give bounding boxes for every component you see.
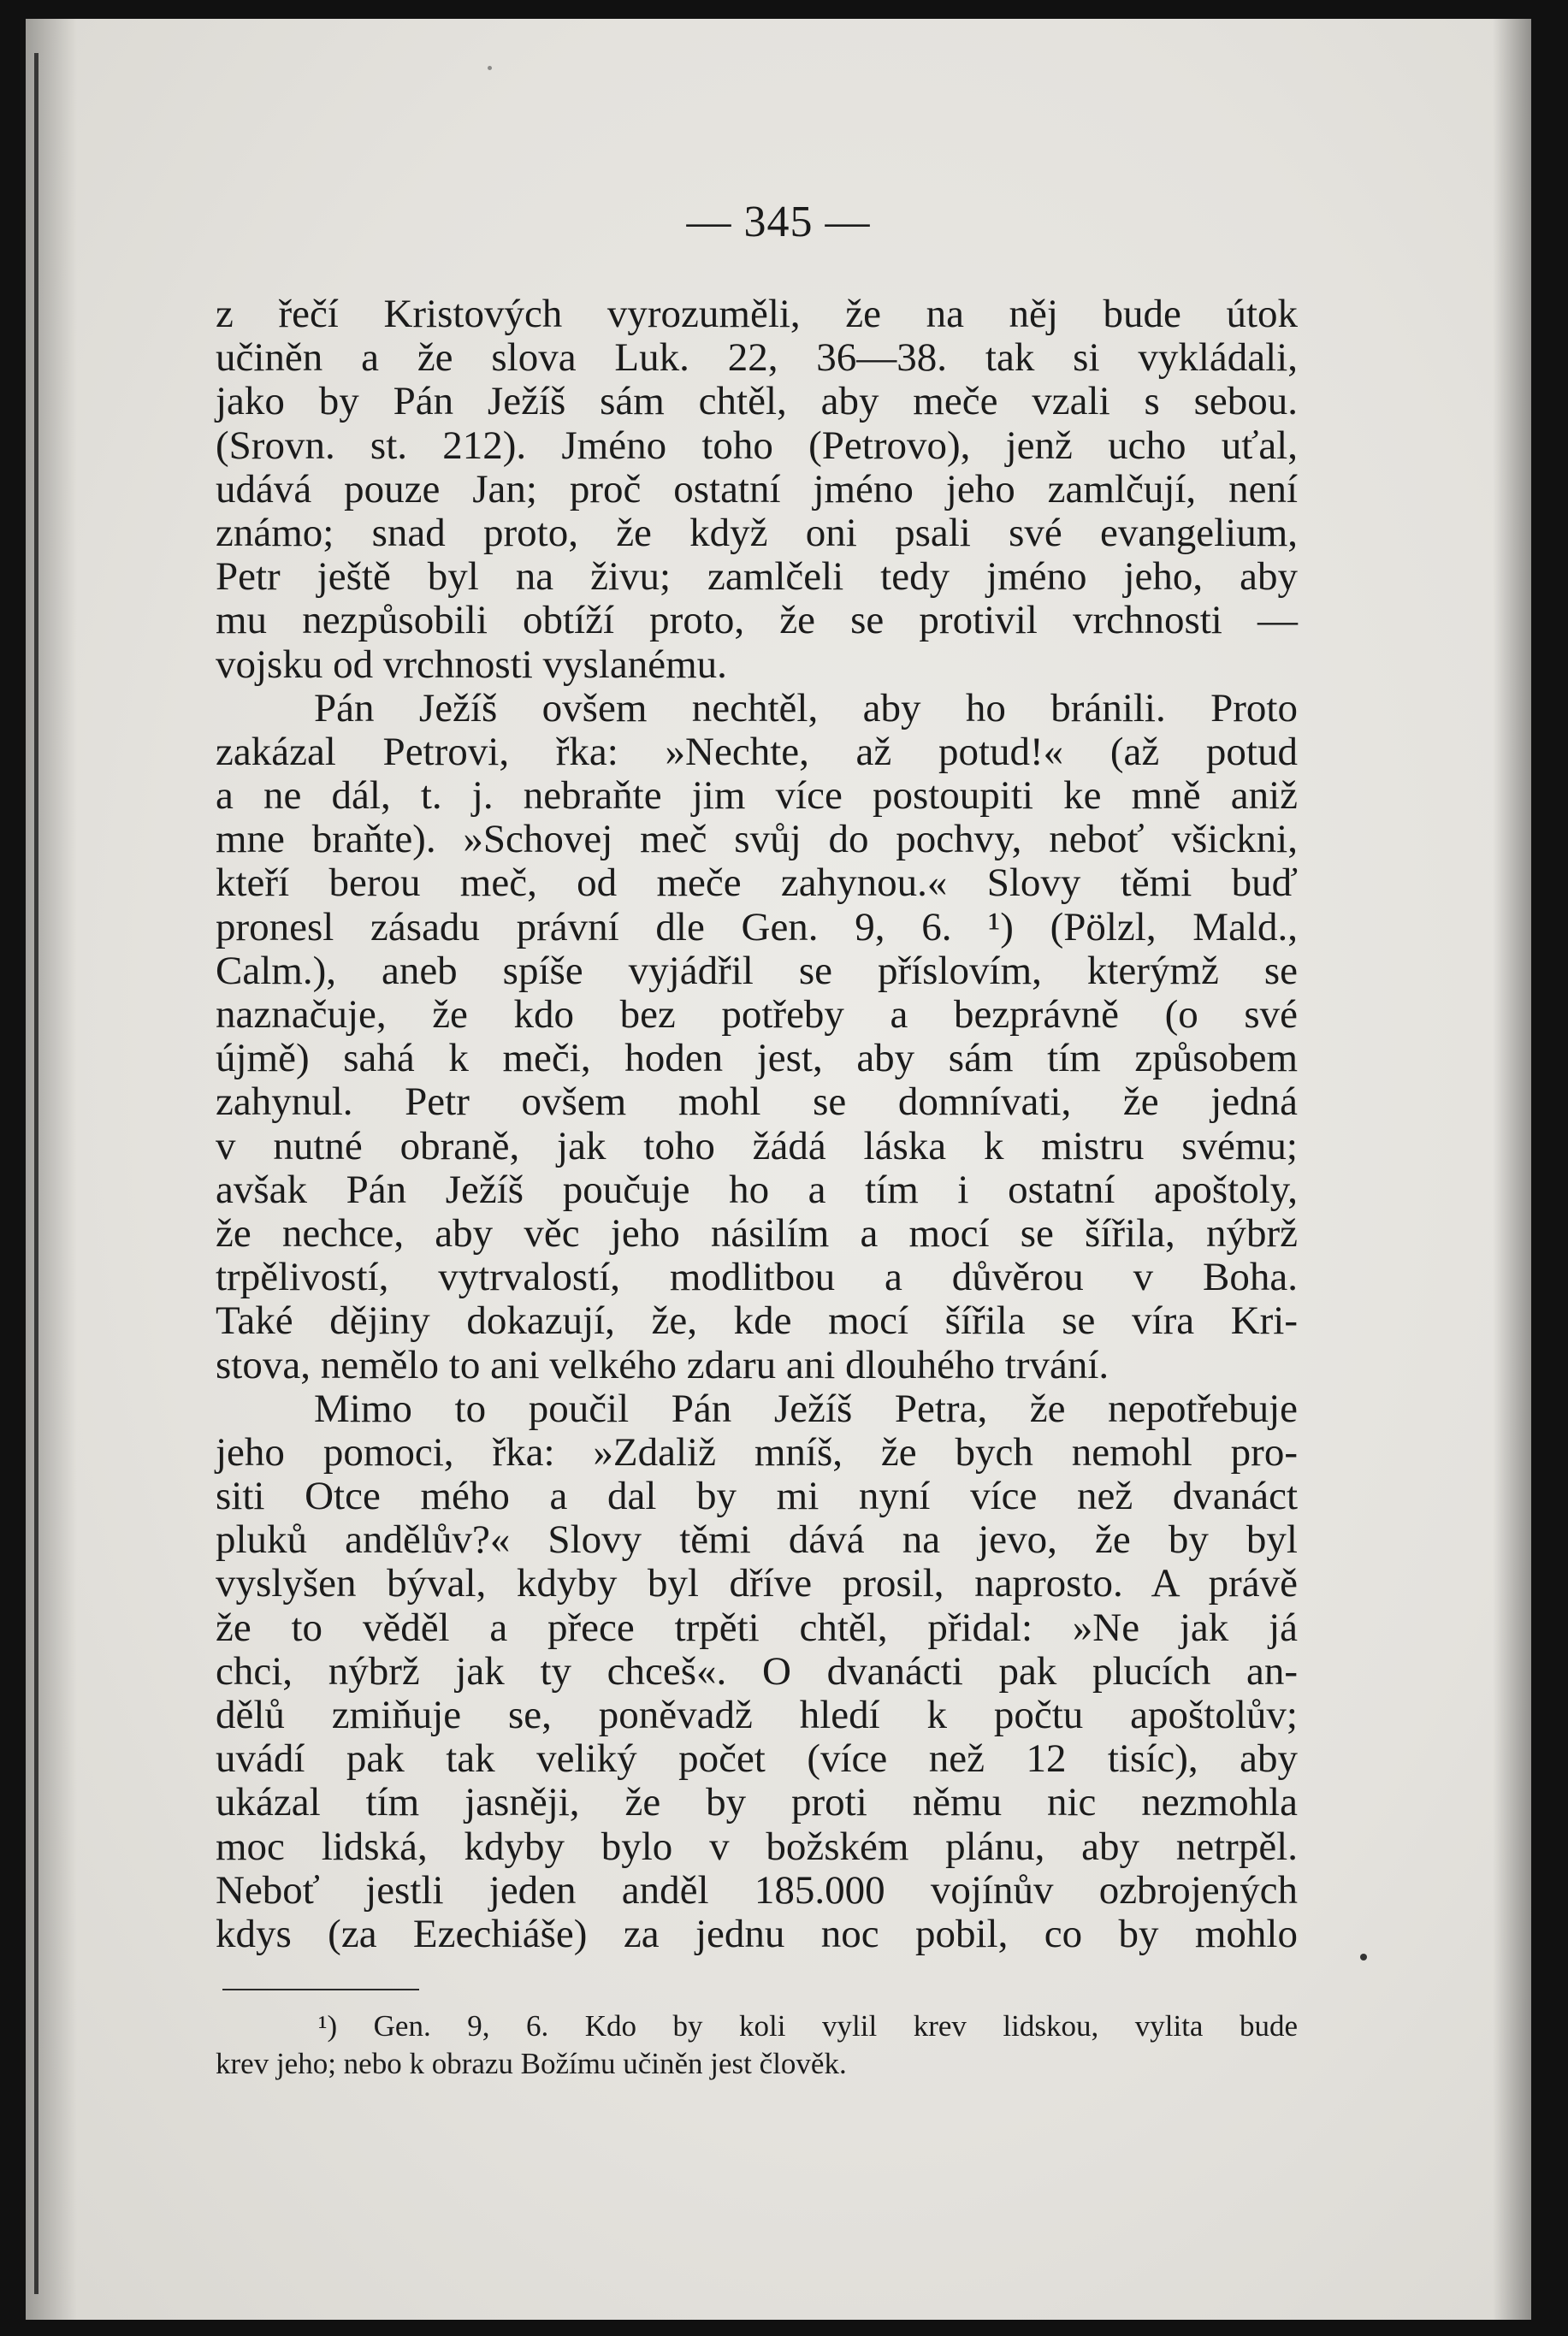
- text-line: pluků andělův?« Slovy těmi dává na jevo, že by byl: [216, 1517, 1298, 1563]
- text-line: Pán Ježíš ovšem nechtěl, aby ho bránili. Proto: [314, 685, 1298, 730]
- text-line: vyslyšen býval, kdyby byl dříve prosil, naprosto. A právě: [216, 1561, 1298, 1606]
- page-edge-shadow-left: [26, 19, 77, 2320]
- text-line: (Srovn. st. 212). Jméno toho (Petrovo), jenž ucho uťal,: [216, 423, 1298, 468]
- text-line: udává pouze Jan; proč ostatní jméno jeho zamlčují, není: [216, 466, 1298, 512]
- text-line: Mimo to poučil Pán Ježíš Petra, že nepotřebuje: [314, 1386, 1298, 1431]
- text-line: vojsku od vrchnosti vyslanému.: [216, 642, 727, 687]
- text-line: mne braňte). »Schovej meč svůj do pochvy, neboť všickni,: [216, 817, 1298, 862]
- text-line: pronesl zásadu právní dle Gen. 9, 6. ¹) (Pölzl, Mald.,: [216, 904, 1298, 949]
- text-line: jako by Pán Ježíš sám chtěl, aby meče vzali s sebou.: [216, 379, 1298, 424]
- text-line: známo; snad proto, že když oni psali své evangelium,: [216, 510, 1298, 555]
- text-line: z řečí Kristových vyrozuměli, že na něj bude útok: [216, 292, 1298, 336]
- text-line: uvádí pak tak veliký počet (více než 12 tisíc), aby: [216, 1736, 1298, 1782]
- text-line: Petr ještě byl na živu; zamlčeli tedy jméno jeho, aby: [216, 554, 1298, 600]
- footnote-line: krev jeho; nebo k obrazu Božímu učiněn jest člověk.: [216, 2047, 847, 2080]
- text-line: avšak Pán Ježíš poučuje ho a tím i ostatní apoštoly,: [216, 1167, 1298, 1212]
- text-line: učiněn a že slova Luk. 22, 36—38. tak si vykládali,: [216, 335, 1298, 381]
- text-line: zahynul. Petr ovšem mohl se domnívati, že jedná: [216, 1079, 1298, 1125]
- text-line: jeho pomoci, řka: »Zdaliž mníš, že bych nemohl pro-: [216, 1429, 1298, 1475]
- footnotes: [216, 2008, 1298, 2083]
- book-page: [26, 19, 1531, 2320]
- ink-speck: [1360, 1954, 1367, 1960]
- text-line: kteří berou meč, od meče zahynou.« Slovy těmi buď: [216, 860, 1298, 906]
- text-line: v nutné obraně, jak toho žádá láska k mistru svému;: [216, 1123, 1298, 1168]
- text-line: zakázal Petrovi, řka: »Nechte, až potud!« (až potud: [216, 729, 1298, 774]
- text-line: Neboť jestli jeden anděl 185.000 vojínův ozbrojených: [216, 1867, 1298, 1913]
- page-edge-shadow-right: [1493, 19, 1531, 2320]
- text-line: a ne dál, t. j. nebraňte jim více postoupiti ke mně aniž: [216, 773, 1298, 819]
- binding-edge: [34, 53, 38, 2294]
- text-line: ukázal tím jasněji, že by proti němu nic nezmohla: [216, 1780, 1298, 1825]
- text-line: naznačuje, že kdo bez potřeby a bezprávně (o své: [216, 992, 1298, 1037]
- page-number: — 345 —: [686, 198, 871, 246]
- text-line: že nechce, aby věc jeho násilím a mocí se šířila, nýbrž: [216, 1210, 1298, 1256]
- text-line: moc lidská, kdyby bylo v božském plánu, aby netrpěl.: [216, 1824, 1298, 1869]
- footnote-rule: [222, 1989, 419, 1990]
- body-text: [216, 293, 1298, 1956]
- text-line: Také dějiny dokazují, že, kde mocí šířila se víra Kri-: [216, 1298, 1298, 1344]
- text-line: stova, nemělo to ani velkého zdaru ani dlouhého trvání.: [216, 1342, 1109, 1387]
- text-line: mu nezpůsobili obtíží proto, že se protivil vrchnosti —: [216, 598, 1298, 643]
- text-line: dělů zmiňuje se, poněvadž hledí k počtu apoštolův;: [216, 1693, 1298, 1737]
- text-line: siti Otce mého a dal by mi nyní více než dvanáct: [216, 1474, 1298, 1519]
- text-line: Calm.), aneb spíše vyjádřil se příslovím, kterýmž se: [216, 948, 1298, 993]
- text-line: kdys (za Ezechiáše) za jednu noc pobil, co by mohlo: [216, 1911, 1298, 1956]
- ink-speck: [488, 66, 492, 70]
- text-line: chci, nýbrž jak ty chceš«. O dvanácti pak plucích an-: [216, 1648, 1298, 1694]
- footnote-line: ¹) Gen. 9, 6. Kdo by koli vylil krev lidskou, vylita bude: [318, 2009, 1298, 2043]
- text-line: že to věděl a přece trpěti chtěl, přidal: »Ne jak já: [216, 1605, 1298, 1650]
- text-line: trpělivostí, vytrvalostí, modlitbou a důvěrou v Boha.: [216, 1255, 1298, 1300]
- text-line: újmě) sahá k meči, hoden jest, aby sám tím způsobem: [216, 1036, 1298, 1081]
